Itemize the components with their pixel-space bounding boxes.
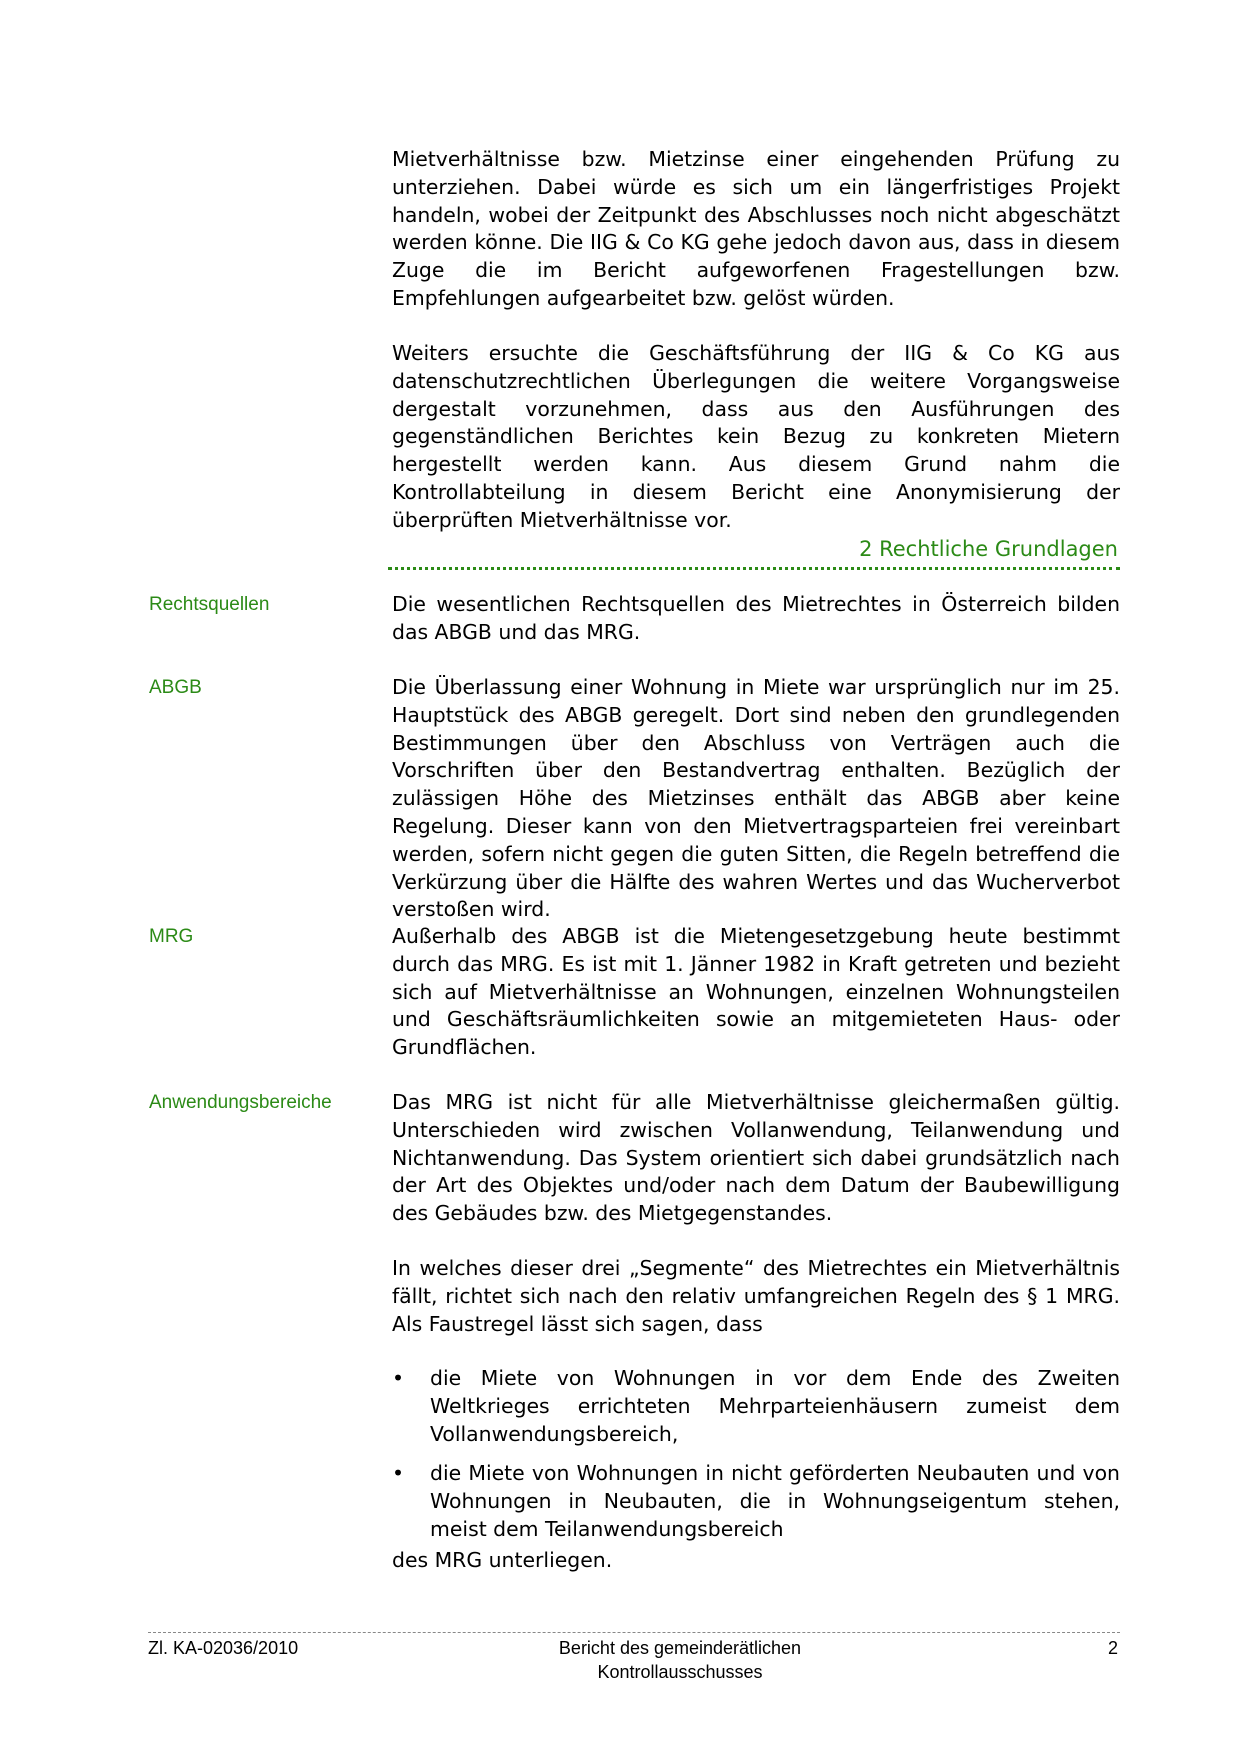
intro-paragraph-1: [392, 146, 1120, 313]
anwendung-block-2: [392, 1255, 1120, 1338]
bullet-text: die Miete von Wohnungen in nicht geförderten Neubauten und von Wohnungen in Neubauten, die in Wohnungseigentum stehen, meist dem Teilanwendungsbereich: [430, 1461, 1120, 1541]
rechtsquellen-block: [392, 591, 1120, 647]
margin-label-anwendungsbereiche: Anwendungsbereiche: [149, 1092, 332, 1113]
footer-divider: [148, 1632, 1120, 1633]
margin-label-abgb: ABGB: [149, 677, 202, 698]
abgb-block: [392, 674, 1120, 924]
abgb-text: Die Überlassung einer Wohnung in Miete war ursprünglich nur im 25. Hauptstück des ABGB geregelt. Dort sind neben den grundlegenden Bestimmungen über den Abschluss von Verträgen auch die Vorschriften über den Bestandvertrag enthalten. Bezüglich der zulässigen Höhe des Mietzinses enthält das ABGB aber keine Regelung. Dieser kann von den Mietvertragsparteien frei vereinbart werden, sofern nicht gegen die guten Sitten, die Regeln betreffend die Verkürzung über die Hälfte des wahren Wertes und das Wucherverbot verstoßen wird.: [392, 675, 1120, 922]
bullet-text: die Miete von Wohnungen in vor dem Ende des Zweiten Weltkrieges errichteten Mehrparteienhäusern zumeist dem Vollanwendungsbereich,: [430, 1366, 1120, 1446]
bullet-icon: •: [392, 1461, 405, 1486]
list-item: [392, 1365, 1120, 1448]
anwendung-closing: des MRG unterliegen.: [392, 1548, 613, 1572]
intro-text-1: Mietverhältnisse bzw. Mietzinse einer eingehenden Prüfung zu unterziehen. Dabei würde es sich um ein längerfristiges Projekt handeln, wobei der Zeitpunkt des Abschlusses noch nicht abgeschätzt werden könne. Die IIG & Co KG gehe jedoch davon aus, dass in diesem Zuge die im Bericht aufgeworfenen Fragestellungen bzw. Empfehlungen aufgearbeitet bzw. gelöst würden.: [392, 147, 1120, 310]
anwendung-text-2: In welches dieser drei „Segmente“ des Mietrechtes ein Mietverhältnis fällt, richtet sich nach den relativ umfangreichen Regeln des § 1 MRG. Als Faustregel lässt sich sagen, dass: [392, 1256, 1120, 1336]
anwendung-text-1: Das MRG ist nicht für alle Mietverhältnisse gleichermaßen gültig. Unterschieden wird zwischen Vollanwendung, Teilanwendung und Nichtanwendung. Das System orientiert sich dabei grundsätzlich nach der Art des Objektes und/oder nach dem Datum der Baubewilligung des Gebäudes bzw. des Mietgegenstandes.: [392, 1090, 1120, 1226]
bullet-list: [392, 1365, 1120, 1544]
mrg-block: [392, 923, 1120, 1062]
section-divider: [388, 567, 1120, 570]
list-item: [392, 1460, 1120, 1543]
anwendung-bullet-list: [392, 1365, 1120, 1556]
intro-paragraph-2: [392, 340, 1120, 535]
rechtsquellen-text: Die wesentlichen Rechtsquellen des Mietrechtes in Österreich bilden das ABGB und das MRG.: [392, 592, 1120, 644]
bullet-icon: •: [392, 1366, 405, 1390]
page-number: 2: [1107, 1638, 1118, 1658]
anwendung-closing-block: [392, 1547, 1120, 1575]
anwendung-block-1: [392, 1089, 1120, 1228]
footer-reference: Zl. KA-02036/2010: [148, 1638, 299, 1658]
mrg-text: Außerhalb des ABGB ist die Mietengesetzgebung heute bestimmt durch das MRG. Es ist mit 1. Jänner 1982 in Kraft getreten und bezieht sich auf Mietverhältnisse an Wohnungen, einzelnen Wohnungsteilen und Geschäftsräumlichkeiten sowie an mitgemieteten Haus- oder Grundflächen.: [392, 924, 1120, 1060]
section-heading: 2 Rechtliche Grundlagen: [859, 537, 1118, 561]
margin-label-rechtsquellen: Rechtsquellen: [149, 594, 270, 615]
margin-label-mrg: MRG: [149, 926, 194, 947]
footer-title: Bericht des gemeinderätlichen Kontrollausschusses: [558, 1638, 802, 1682]
intro-text-2: Weiters ersuchte die Geschäftsführung der IIG & Co KG aus datenschutzrechtlichen Überlegungen die weitere Vorgangsweise dergestalt vorzunehmen, dass aus den Ausführungen des gegenständlichen Berichtes kein Bezug zu konkreten Mietern hergestellt werden kann. Aus diesem Grund nahm die Kontrollabteilung in diesem Bericht eine Anonymisierung der überprüften Mietverhältnisse vor.: [392, 341, 1120, 532]
